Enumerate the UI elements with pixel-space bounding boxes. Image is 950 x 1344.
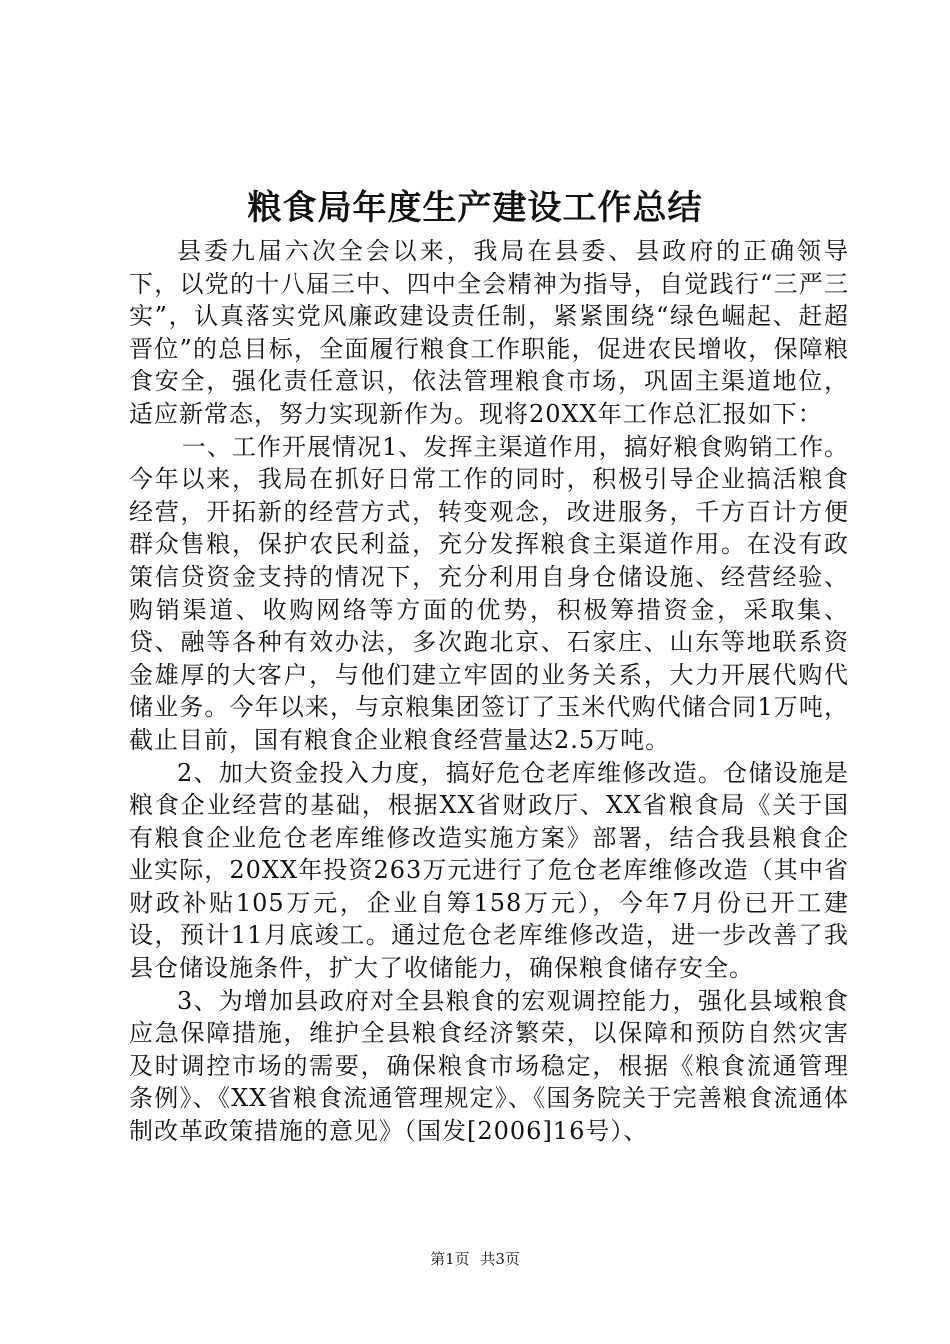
page-number-current: 第1页 [430,1250,470,1268]
page-footer [0,1249,950,1269]
paragraph-section-3: 3、为增加县政府对全县粮食的宏观调控能力，强化县域粮食应急保障措施，维护全县粮食经济繁荣，以保障和预防自然灾害及时调控市场的需要，确保粮食市场稳定，根据《粮食流通管理条例》、《XX省粮食流通管理规定》、《国务院关于完善粮食流通体制改革政策措施的意见》（国发[2006]16号）、 [129,986,849,1146]
paragraph-intro: 县委九届六次全会以来，我局在县委、县政府的正确领导下，以党的十八届三中、四中全会精神为指导，自觉践行“三严三实”，认真落实党风廉政建设责任制，紧紧围绕“绿色崛起、赶超晋位”的总目标，全面履行粮食工作职能，促进农民增收，保障粮食安全，强化责任意识，依法管理粮食市场，巩固主渠道地位，适应新常态，努力实现新作为。现将20XX年工作总汇报如下： [129,237,849,428]
paragraph-section-1: 一、工作开展情况1、发挥主渠道作用，搞好粮食购销工作。今年以来，我局在抓好日常工作的同时，积极引导企业搞活粮食经营，开拓新的经营方式，转变观念，改进服务，千方百计方便群众售粮，保护农民利益，充分发挥粮食主渠道作用。在没有政策信贷资金支持的情况下，充分利用自身仓储设施、经营经验、购销渠道、收购网络等方面的优势，积极筹措资金，采取集、贷、融等各种有效办法，多次跑北京、石家庄、山东等地联系资金雄厚的大客户，与他们建立牢固的业务关系，大力开展代购代储业务。今年以来，与京粮集团签订了玉米代购代储合同1万吨，截止目前，国有粮食企业粮食经营量达2.5万吨。 [129,432,849,754]
page-number-total: 共3页 [480,1250,520,1268]
paragraph-section-2: 2、加大资金投入力度，搞好危仓老库维修改造。仓储设施是粮食企业经营的基础，根据XX省财政厅、XX省粮食局《关于国有粮食企业危仓老库维修改造实施方案》部署，结合我县粮食企业实际，20XX年投资263万元进行了危仓老库维修改造（其中省财政补贴105万元，企业自筹158万元），今年7月份已开工建设，预计11月底竣工。通过危仓老库维修改造，进一步改善了我县仓储设施条件，扩大了收储能力，确保粮食储存安全。 [129,758,849,983]
document-body [129,235,849,1148]
document-title: 粮食局年度生产建设工作总结 [247,188,703,228]
